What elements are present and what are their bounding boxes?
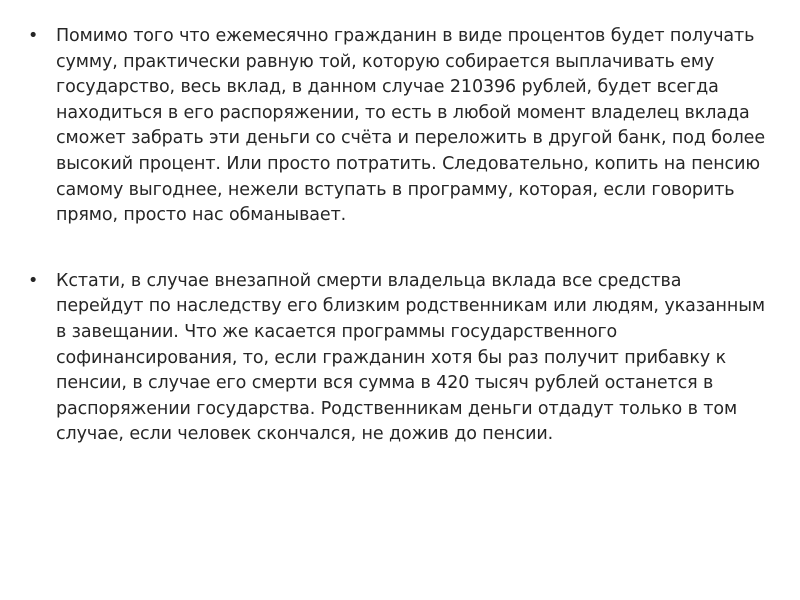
bullet-list — [28, 24, 768, 448]
bullet-item-savings — [28, 24, 768, 229]
bullet-text-inheritance: Кстати, в случае внезапной смерти владельца вклада все средства перейдут по наследству его близким родственникам или людям, указанным в завещании. Что же касается программы государственного софинансирования, то, если гражданин хотя бы раз получит прибавку к пенсии, в случае его смерти вся сумма в 420 тысяч рублей останется в распоряжении государства. Родственникам деньги отдадут только в том случае, если человек скончался, не дожив до пенсии. — [56, 270, 766, 445]
bullet-item-inheritance — [28, 269, 768, 448]
bullet-icon: • — [28, 270, 39, 291]
bullet-text-savings: Помимо того что ежемесячно гражданин в виде процентов будет получать сумму, практически равную той, которую собирается выплачивать ему государство, весь вклад, в данном случае 210396 рублей, будет всегда находиться в его распоряжении, то есть в любой момент владелец вклада сможет забрать эти деньги со счёта и переложить в другой банк, под более высокий процент. Или просто потратить. Следовательно, копить на пенсию самому выгоднее, нежели вступать в программу, которая, если говорить прямо, просто нас обманывает. — [56, 26, 766, 226]
bullet-icon: • — [28, 26, 39, 46]
